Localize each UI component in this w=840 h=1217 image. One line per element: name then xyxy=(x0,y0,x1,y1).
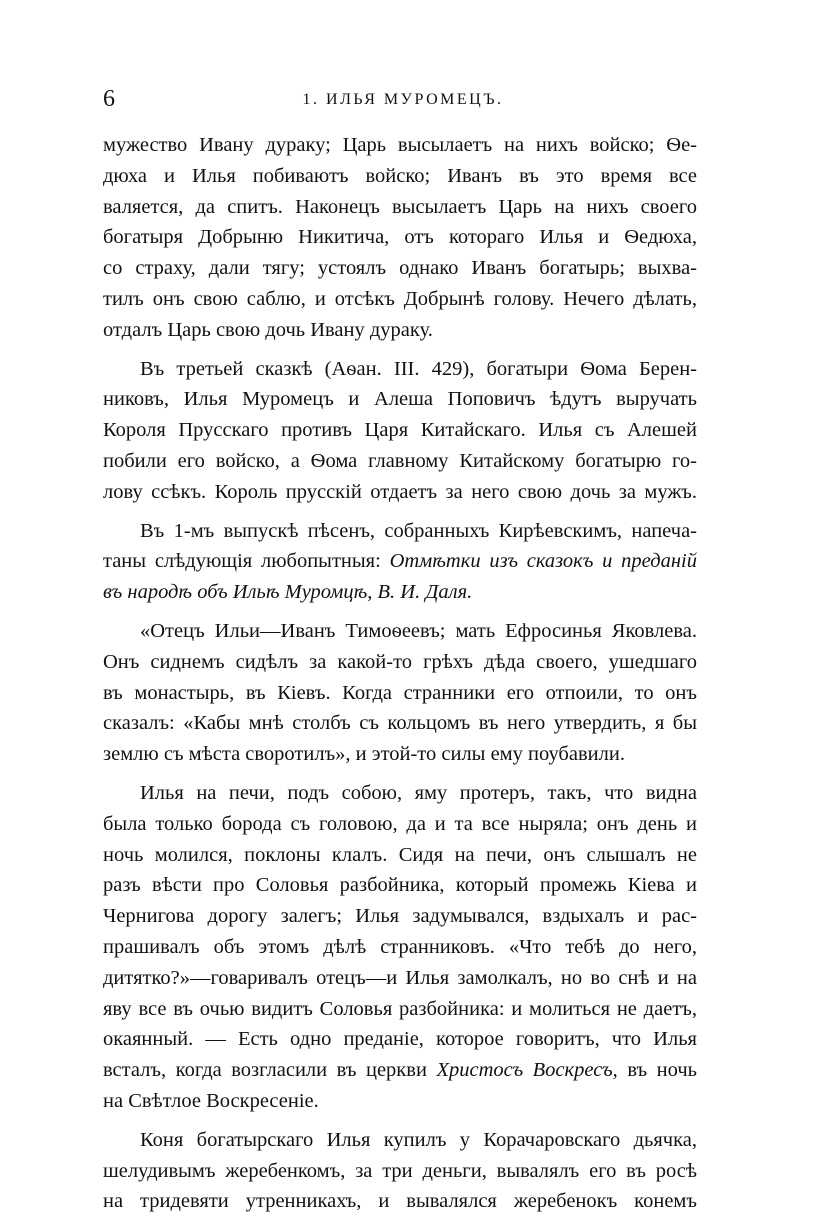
text-line: побили его войско, а Ѳома главному Китайскому богатырю го- xyxy=(103,449,697,472)
text-line: шелудивымъ жеребенкомъ, за три деньги, вывалялъ его въ росѣ xyxy=(103,1159,697,1182)
body-text xyxy=(103,130,697,1217)
text-line: «Отецъ Ильи—Иванъ Тимоѳеевъ; мать Ефросинья Яковлева. xyxy=(140,619,697,642)
paragraph xyxy=(103,1125,697,1217)
paragraph xyxy=(103,616,697,770)
text-line xyxy=(103,546,697,577)
italic-title-line: въ народѣ объ Ильѣ Муромцѣ, В. И. Даля. xyxy=(103,581,473,604)
text-line: мужество Ивану дураку; Царь высылаетъ на нихъ войско; Ѳе- xyxy=(103,134,697,156)
text-line: разъ вѣсти про Соловья разбойника, который промежь Кіева и xyxy=(103,874,697,897)
text-line: Коня богатырскаго Илья купилъ у Корачаровскаго дьячка, xyxy=(140,1128,697,1151)
text-line: богатыря Добрыню Никитича, отъ котораго Илья и Ѳедюха, xyxy=(103,226,697,249)
paragraph xyxy=(103,778,697,1117)
text-line: со страху, дали тягу; устоялъ однако Иванъ богатырь; выхва- xyxy=(103,257,697,280)
italic-title-segment: Отмѣтки изъ сказокъ и преданій xyxy=(389,550,698,573)
text-line: Онъ сиднемъ сидѣлъ за какой-то грѣхъ дѣда своего, ушедшаго xyxy=(103,650,697,673)
text-line: прашивалъ объ этомъ дѣлѣ странниковъ. «Что тебѣ до него, xyxy=(103,935,697,958)
text-line: въ монастырь, въ Кіевъ. Когда странники его отпоили, то онъ xyxy=(103,681,697,704)
text-line: никовъ, Илья Муромецъ и Алеша Поповичъ ѣдутъ выручать xyxy=(103,388,697,411)
text-line: землю съ мѣста своротилъ», и этой-то силы ему поубавили. xyxy=(103,743,625,766)
text-line: Въ третьей сказкѣ (Аѳан. III. 429), богатыри Ѳома Берен- xyxy=(140,357,697,380)
text-line: ночь молился, поклоны клалъ. Сидя на печи, онъ слышалъ не xyxy=(103,843,697,866)
text-line: дюха и Илья побиваютъ войско; Иванъ въ это время все xyxy=(103,164,697,187)
paragraph xyxy=(103,130,697,346)
page-header xyxy=(103,84,703,114)
text-line: тилъ онъ свою саблю, и отсѣкъ Добрынѣ голову. Нечего дѣлать, xyxy=(103,287,697,310)
text-line: яву все въ очью видитъ Соловья разбойника: и молиться не даетъ, xyxy=(103,997,697,1020)
paragraph xyxy=(103,354,697,508)
paragraph xyxy=(103,516,697,608)
text-segment: въ ночь xyxy=(627,1059,698,1082)
italic-phrase: Христосъ Воскресъ, xyxy=(436,1059,618,1082)
text-line xyxy=(103,1055,697,1086)
text-line: Илья на печи, подъ собою, яму протеръ, такъ, что видна xyxy=(140,781,697,804)
text-line: на тридевяти утренникахъ, и вывалялся жеребенокъ конемъ xyxy=(103,1190,697,1213)
running-head: 1. ИЛЬЯ МУРОМЕЦЪ. xyxy=(302,91,504,108)
text-line: Чернигова дорогу залегъ; Илья задумывался, вздыхалъ и рас- xyxy=(103,905,697,928)
text-line: окаянный. — Есть одно преданіе, которое говоритъ, что Илья xyxy=(103,1028,697,1051)
text-segment: всталъ, когда возгласили въ церкви xyxy=(103,1059,427,1082)
text-line: дитятко?»—говаривалъ отецъ—и Илья замолкалъ, но во снѣ и на xyxy=(103,966,697,989)
text-segment: таны слѣдующія любопытныя: xyxy=(103,550,381,573)
text-line: была только борода съ головою, да и та все ныряла; онъ день и xyxy=(103,812,697,835)
page-number: 6 xyxy=(103,86,115,112)
text-line: на Свѣтлое Воскресеніе. xyxy=(103,1089,319,1112)
text-line: Въ 1-мъ выпускѣ пѣсенъ, собранныхъ Кирѣевскимъ, напеча- xyxy=(140,519,697,542)
text-line: лову ссѣкъ. Король прусскій отдаетъ за него свою дочь за мужъ. xyxy=(103,480,697,503)
text-line: сказалъ: «Кабы мнѣ столбъ съ кольцомъ въ него утвердить, я бы xyxy=(103,712,697,735)
text-line: Короля Прусскаго противъ Царя Китайскаго. Илья съ Алешей xyxy=(103,419,697,442)
text-line: отдалъ Царь свою дочь Ивану дураку. xyxy=(103,318,433,341)
text-line: валяется, да спитъ. Наконецъ высылаетъ Царь на нихъ своего xyxy=(103,195,697,218)
